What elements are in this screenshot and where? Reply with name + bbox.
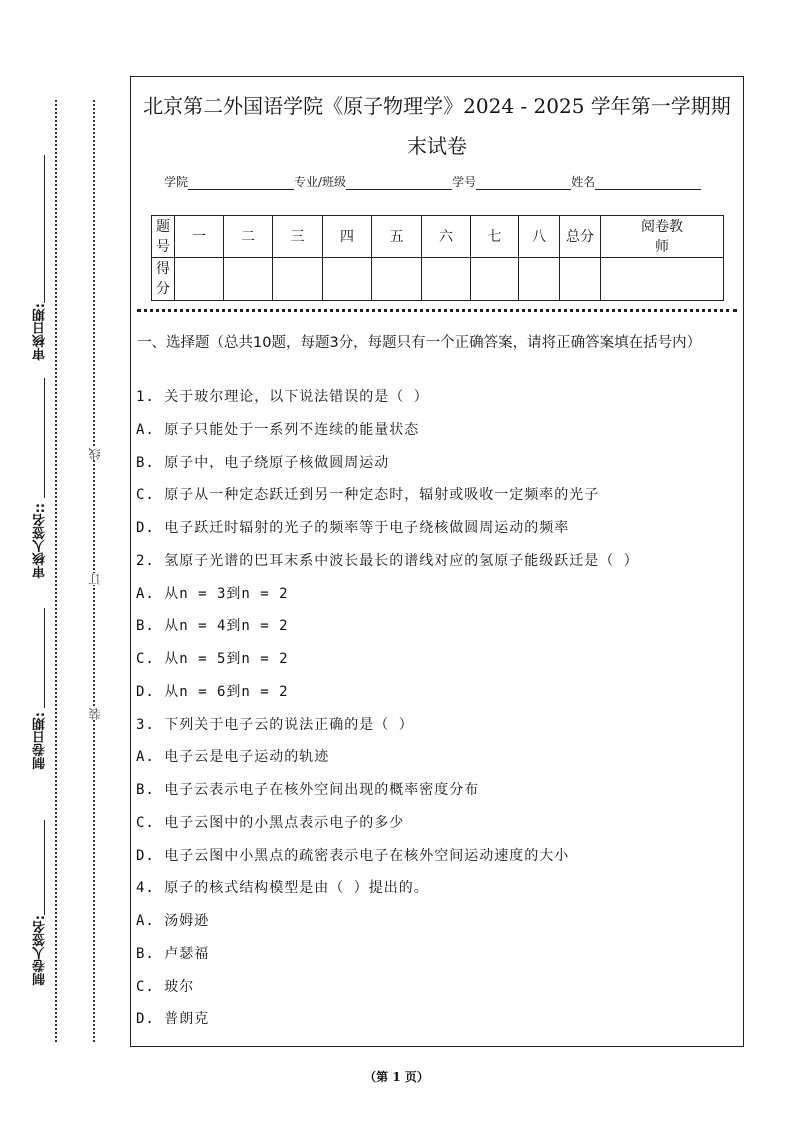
answer-option: B. 从n = 4到n = 2 [136, 618, 289, 635]
section-heading: 一、选择题（总共10题，每题3分，每题只有一个正确答案，请将正确答案填在括号内） [137, 335, 702, 351]
maker-sign-label: 制卷人签名: [33, 915, 48, 986]
answer-option: C. 从n = 5到n = 2 [136, 651, 289, 667]
binding-mark-xian: 线 [88, 448, 102, 460]
score-cell[interactable] [372, 258, 422, 301]
column-header: 七 [471, 216, 519, 258]
student-info-row [164, 173, 701, 190]
exam-title-line1: 北京第二外国语学院《原子物理学》2024 - 2025 学年第一学期期 [143, 94, 731, 118]
score-table-header: 题号 [152, 216, 175, 258]
reviewer-sign-label: 审核人签名:: [33, 503, 48, 579]
score-cell[interactable] [224, 258, 273, 301]
question-stem: 4. 原子的核式结构模型是由（ ）提出的。 [136, 880, 429, 897]
dotted-divider [137, 309, 737, 312]
score-cell[interactable] [519, 258, 560, 301]
name-field[interactable] [595, 175, 701, 190]
score-cell[interactable] [175, 258, 224, 301]
dotted-binding-line [93, 100, 95, 1042]
column-header: 三 [273, 216, 323, 258]
exam-title-line2: 末试卷 [407, 134, 467, 158]
column-header: 四 [323, 216, 372, 258]
column-header: 阅卷教师 [601, 216, 724, 258]
student-id-field[interactable] [476, 175, 571, 190]
answer-option: D. 从n = 6到n = 2 [136, 683, 289, 700]
score-cell[interactable] [601, 258, 724, 301]
answer-option: C. 玻尔 [136, 978, 195, 995]
answer-option: A. 原子只能处于一系列不连续的能量状态 [136, 421, 420, 438]
column-header: 五 [372, 216, 422, 258]
answer-option: B. 原子中，电子绕原子核做圆周运动 [136, 454, 390, 471]
column-header: 二 [224, 216, 273, 258]
reviewer-sign-underline [44, 378, 45, 498]
score-cell[interactable] [560, 258, 601, 301]
score-cell[interactable] [471, 258, 519, 301]
score-table [151, 215, 724, 301]
major-field[interactable] [346, 175, 452, 190]
question-stem: 2. 氢原子光谱的巴耳末系中波长最长的谱线对应的氢原子能级跃迁是（ ） [136, 552, 639, 569]
name-label: 姓名 [571, 175, 596, 189]
answer-option: D. 普朗克 [136, 1011, 210, 1028]
major-label: 专业/班级 [294, 175, 347, 189]
column-header: 八 [519, 216, 560, 258]
score-cell[interactable] [273, 258, 323, 301]
answer-option: B. 电子云表示电子在核外空间出现的概率密度分布 [136, 782, 480, 798]
column-header: 总分 [560, 216, 601, 258]
answer-option: C. 原子从一种定态跃迁到另一种定态时，辐射或吸收一定频率的光子 [136, 487, 600, 504]
question-stem: 3. 下列关于电子云的说法正确的是（ ） [136, 716, 414, 733]
dotted-binding-line [55, 100, 57, 1042]
answer-option: A. 汤姆逊 [136, 913, 210, 929]
answer-option: D. 电子云图中小黑点的疏密表示电子在核外空间运动速度的大小 [136, 847, 570, 864]
answer-option: A. 电子云是电子运动的轨迹 [136, 749, 330, 766]
score-cell[interactable] [323, 258, 372, 301]
review-date-underline [44, 155, 45, 303]
answer-option: B. 卢瑟福 [136, 945, 210, 962]
college-label: 学院 [164, 175, 189, 189]
score-row-header: 得分 [152, 258, 175, 301]
column-header: 六 [422, 216, 471, 258]
student-id-label: 学号 [452, 175, 477, 189]
column-header: 一 [175, 216, 224, 258]
binding-mark-zhuang: 装 [88, 708, 102, 720]
page-number: （第 1 页） [364, 1070, 429, 1084]
binding-mark-ding: 订 [88, 573, 102, 585]
answer-option: D. 电子跃迁时辐射的光子的频率等于电子绕核做圆周运动的频率 [136, 520, 570, 536]
review-date-label: 审核日期: [33, 303, 48, 361]
make-date-label: 制卷日期: [33, 712, 48, 770]
make-date-underline [44, 608, 45, 708]
answer-option: C. 电子云图中的小黑点表示电子的多少 [136, 814, 405, 831]
question-stem: 1. 关于玻尔理论，以下说法错误的是（ ） [136, 389, 429, 405]
answer-option: A. 从n = 3到n = 2 [136, 585, 289, 602]
score-cell[interactable] [422, 258, 471, 301]
question-list [136, 381, 639, 1036]
college-field[interactable] [188, 175, 294, 190]
maker-sign-underline [44, 820, 45, 915]
